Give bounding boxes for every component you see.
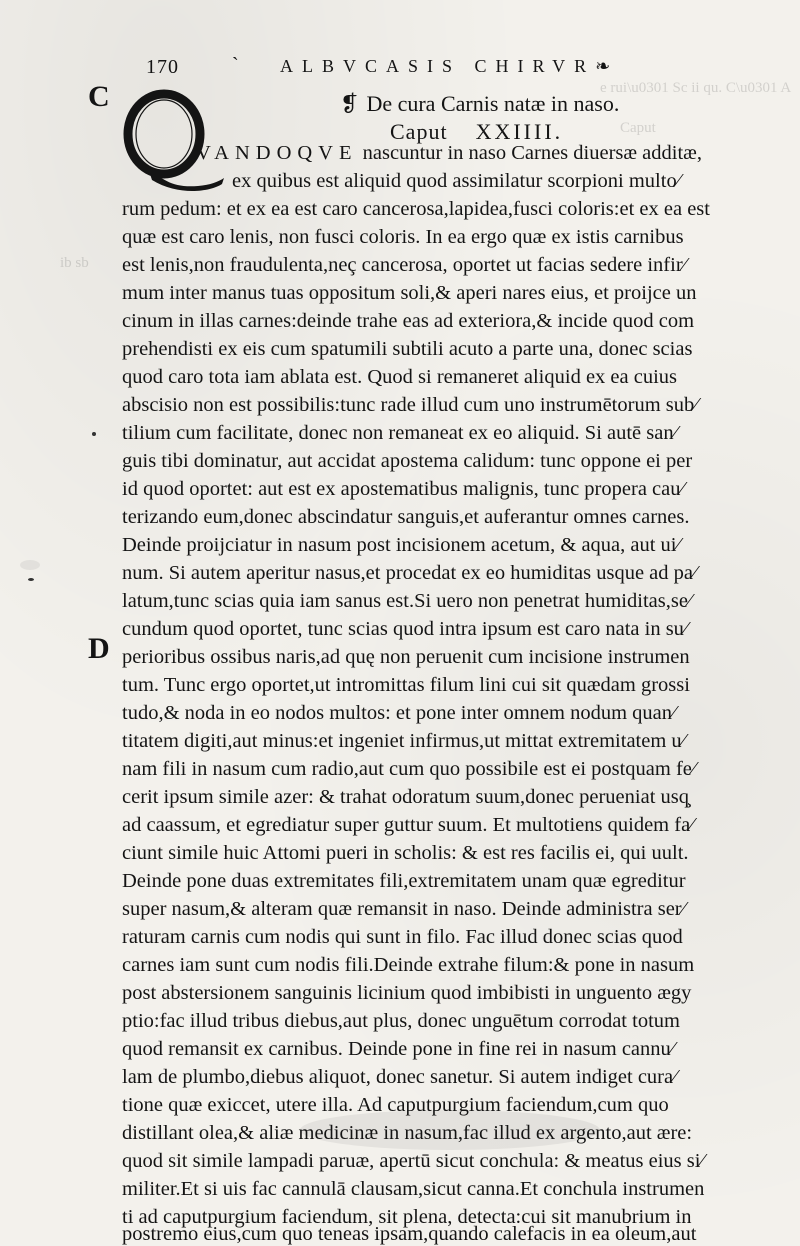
body-line-29: raturam carnis cum nodis qui sunt in filo. Fac illud donec scias quod [122, 926, 683, 948]
chapter-title [340, 91, 619, 117]
body-line-31: post abstersionem sanguinis licinium quod imbibisti in unguento ægy [122, 982, 692, 1004]
body-line-9: quod caro tota iam ablata est. Quod si remaneret aliquid ex ea cuius [122, 366, 678, 388]
body-line-18: cundum quod oportet, tunc scias quod intra ipsum est caro nata in su⁄ [122, 618, 688, 640]
body-line-35: tione quæ exiccet, utere illa. Ad caputpurgium faciendum,cum quo [122, 1094, 669, 1116]
body-line-20: tum. Tunc ergo oportet,ut intromittas filum lini cui sit quædam grossi [122, 674, 690, 696]
body-line-3: rum pedum: et ex ea est caro cancerosa,lapidea,fusci coloris:et ex ea est [122, 198, 710, 220]
body-line-19: perioribus ossibus naris,ad quę non peruenit cum incisione instrumen [122, 646, 690, 668]
body-line-13: id quod oportet: aut est ex apostematibus malignis, tunc propera cau⁄ [122, 478, 684, 500]
body-line-26: ciunt simile huic Attomi pueri in scholis: & est res facilis ei, qui uult. [122, 842, 689, 864]
body-line-22: titatem digiti,aut minus:et ingeniet infirmus,ut mittat extremitatem u⁄ [122, 730, 686, 752]
ink-smudge [20, 560, 40, 570]
body-line-8: prehendisti ex eis cum spatumili subtili acuto a parte una, donec scias [122, 338, 693, 360]
body-line-25: ad caassum, et egrediatur super guttur suum. Et multotiens quidem fa⁄ [122, 814, 694, 836]
body-line-34: lam de plumbo,diebus aliquot, donec sanetur. Si autem indiget cura⁄ [122, 1066, 677, 1088]
body-line-40: postremo eius,cum quo teneas ipsam,quando calefacis in ea oleum,aut [122, 1223, 697, 1245]
body-line-17: latum,tunc scias quia iam sanus est.Si uero non penetrat humiditas,se⁄ [122, 590, 692, 612]
caput-numeral: XXIIII. [475, 119, 564, 144]
body-line-14: terizando eum,donec abscindatur sanguis,et auferantur omnes carnes. [122, 506, 690, 528]
margin-dot [28, 578, 34, 581]
header-dash: ˋ [232, 54, 240, 76]
margin-dot [92, 432, 96, 436]
pilcrow-icon: ❡ [340, 91, 359, 116]
body-line-30: carnes iam sunt cum nodis fili.Deinde extrahe filum:& pone in nasum [122, 954, 695, 976]
body-line-16: num. Si autem aperitur nasus,et procedat ex eo humiditas usque ad pa⁄ [122, 562, 697, 584]
margin-letter-d: D [88, 632, 110, 665]
body-line-24: cerit ipsum simile azer: & trahat odoratum suum,donec perueniat usq̧ [122, 786, 690, 808]
body-line-23: nam fili in nasum cum radio,aut cum quo possibile est ei postquam fe⁄ [122, 758, 696, 780]
body-line-11: tilium cum facilitate, donec non remaneat ex eo aliquid. Si autē san⁄ [122, 422, 678, 444]
chapter-title-text: De cura Carnis natæ in naso. [366, 91, 620, 116]
body-line-12: guis tibi dominatur, aut accidat apostema calidum: tunc oppone ei per [122, 450, 693, 472]
body-line-21: tudo,& noda in eo nodos multos: et pone inter omnem nodum quan⁄ [122, 702, 676, 724]
body-line-10: abscisio non est possibilis:tunc rade illud cum uno instrumētorum sub⁄ [122, 394, 698, 416]
body-line-27: Deinde pone duas extremitates fili,extremitatem unam quæ egreditur [122, 870, 686, 892]
body-line-39: ti ad caputpurgium faciendum, sit plena, detecta:cui sit manubrium in [122, 1206, 692, 1228]
body-line-2: ex quibus est aliquid quod assimilatur scorpioni multo⁄ [232, 170, 681, 192]
page-number: 170 [146, 56, 179, 78]
running-title: ALBVCASIS CHIRVR❧ [280, 56, 620, 76]
bleed-through-text: e rui\u0301 Sc ii qu. C\u0301 A [600, 80, 792, 96]
body-line-37: quod sit simile lampadi paruæ, apertū sicut conchula: & meatus eius si⁄ [122, 1150, 704, 1172]
body-line-7: cinum in illas carnes:deinde trahe eas ad exteriora,& incide quod com [122, 310, 695, 332]
body-line-32: ptio:fac illud tribus diebus,aut plus, donec unguētum corrodat totum [122, 1010, 680, 1032]
body-line-5: est lenis,non fraudulenta,neç cancerosa, oportet ut facias sedere infir⁄ [122, 254, 687, 276]
body-line-1-text: nascuntur in naso Carnes diuersæ additæ, [362, 142, 702, 164]
body-line-36: distillant olea,& aliæ medicinæ in nasum,fac illud ex argento,aut ære: [122, 1122, 693, 1144]
body-line-15: Deinde proijciatur in nasum post incisionem acetum, & aqua, aut ui⁄ [122, 534, 680, 556]
body-line-1 [196, 143, 702, 164]
bleed-through-text: ib sb [60, 255, 89, 271]
bleed-through-text: Caput [620, 120, 656, 136]
first-word: VANDOQVE [196, 142, 358, 164]
body-line-33: quod remansit ex carnibus. Deinde pone in fine rei in nasum cannu⁄ [122, 1038, 675, 1060]
caput-label: Caput [390, 119, 448, 144]
body-line-28: super nasum,& alteram quæ remansit in naso. Deinde administra ser⁄ [122, 898, 686, 920]
margin-letter-c: C [88, 80, 110, 113]
body-line-4: quæ est caro lenis, non fusci coloris. In ea ergo quæ ex istis carnibus [122, 226, 684, 248]
body-line-38: militer.Et si uis fac cannulā clausam,sicut canna.Et conchula instrumen [122, 1178, 705, 1200]
running-header [146, 56, 686, 84]
body-line-6: mum inter manus tuas oppositum soli,& aperi nares eius, et proijce un [122, 282, 697, 304]
